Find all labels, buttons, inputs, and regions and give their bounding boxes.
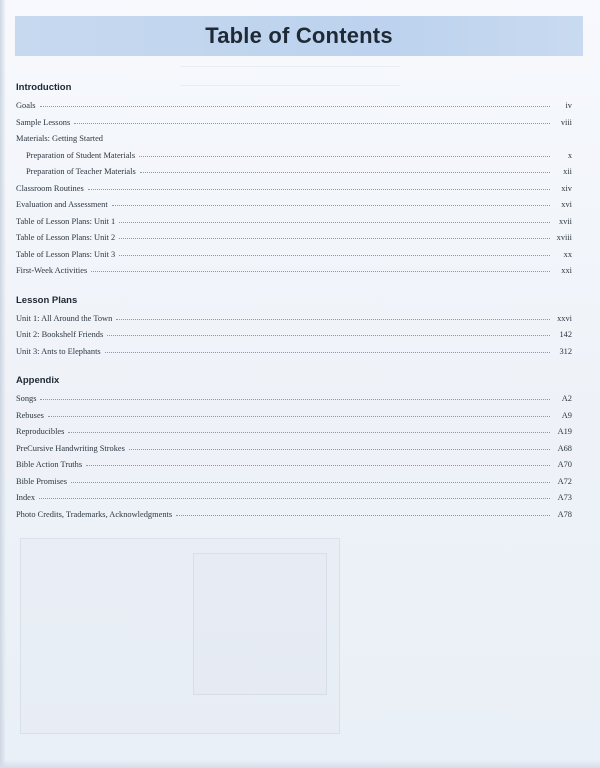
toc-section-appendix — [16, 373, 572, 523]
dot-leader — [140, 172, 550, 173]
toc-entry-page: iv — [565, 101, 572, 110]
dot-leader — [176, 515, 550, 516]
toc-entry-label: PreCursive Handwriting Strokes — [16, 443, 125, 453]
toc-entry-page: xiv — [561, 183, 572, 193]
toc-entry[interactable] — [16, 457, 572, 474]
dot-leader — [68, 432, 550, 433]
toc-entry[interactable] — [16, 197, 572, 214]
toc-entry-label: First-Week Activities — [16, 266, 88, 275]
toc-content — [16, 80, 572, 536]
section-heading: Appendix — [16, 375, 60, 386]
toc-entry-page: viii — [560, 117, 572, 127]
toc-entry-page: xvii — [558, 216, 572, 226]
dot-leader — [91, 271, 550, 272]
toc-entry-page: 312 — [559, 346, 572, 356]
toc-entry-label: Unit 1: All Around the Town — [16, 313, 113, 323]
toc-entry-label: Materials: Getting Started — [16, 134, 103, 143]
dot-leader — [71, 482, 550, 483]
toc-entry[interactable] — [16, 311, 572, 328]
toc-entry-page: xvi — [561, 200, 572, 209]
toc-entry[interactable] — [16, 181, 572, 198]
toc-entry-label: Photo Credits, Trademarks, Acknowledgments — [16, 509, 173, 519]
section-heading: Lesson Plans — [16, 294, 78, 306]
dot-leader — [40, 106, 550, 107]
dot-leader — [112, 205, 550, 206]
toc-entry[interactable] — [16, 441, 572, 458]
toc-entry-page: A2 — [561, 394, 572, 403]
toc-entry-page: A72 — [557, 476, 572, 486]
toc-entry-page: A78 — [557, 509, 572, 519]
toc-entry-label: Sample Lessons — [16, 117, 71, 127]
bleed-through-panel — [20, 538, 340, 734]
toc-entry-label: Reproducibles — [16, 427, 65, 436]
toc-entry-page: xii — [563, 167, 572, 176]
toc-entry-page: A73 — [557, 493, 572, 502]
toc-entry[interactable] — [16, 424, 572, 441]
dot-leader — [40, 399, 550, 400]
toc-entry-page: xx — [563, 249, 572, 259]
toc-entry-page: xviii — [556, 233, 572, 242]
toc-entry-page: A19 — [557, 427, 572, 436]
dot-leader — [39, 498, 550, 499]
toc-entry[interactable] — [16, 344, 572, 361]
toc-entry-label: Classroom Routines — [16, 183, 84, 193]
toc-entry-label: Songs — [16, 394, 37, 403]
dot-leader — [139, 156, 550, 157]
dot-leader — [105, 352, 550, 353]
toc-entry-label: Bible Promises — [16, 476, 67, 486]
toc-entry[interactable] — [16, 214, 572, 231]
toc-entry-page: xxi — [561, 266, 572, 275]
page-edge-shadow — [0, 0, 6, 768]
toc-entry[interactable] — [16, 408, 572, 425]
bleed-through-box — [193, 553, 327, 695]
toc-section-lesson-plans — [16, 293, 572, 361]
toc-entry[interactable] — [16, 247, 572, 264]
toc-entry[interactable] — [16, 507, 572, 524]
dot-leader — [119, 222, 550, 223]
toc-entry-label: Goals — [16, 101, 36, 110]
toc-entry-page: x — [567, 150, 572, 160]
toc-entry[interactable] — [16, 474, 572, 491]
toc-entry[interactable] — [16, 391, 572, 408]
toc-entry-label: Index — [16, 493, 36, 502]
toc-entry-page: A70 — [557, 460, 572, 469]
toc-entry-page: 142 — [559, 330, 572, 339]
toc-entry-label: Unit 2: Bookshelf Friends — [16, 330, 104, 339]
dot-leader — [107, 335, 550, 336]
dot-leader — [119, 238, 550, 239]
toc-entry-label: Preparation of Student Materials — [26, 150, 136, 160]
toc-entry[interactable] — [16, 98, 572, 115]
toc-entry[interactable] — [16, 263, 572, 280]
dot-leader — [119, 255, 550, 256]
toc-entry-label: Table of Lesson Plans: Unit 2 — [16, 233, 116, 242]
toc-section-introduction — [16, 80, 572, 280]
toc-entry[interactable] — [16, 115, 572, 132]
toc-entry-label: Bible Action Truths — [16, 460, 83, 469]
toc-entry-label: Evaluation and Assessment — [16, 200, 108, 209]
dot-leader — [48, 416, 550, 417]
toc-entry[interactable] — [16, 490, 572, 507]
toc-entry[interactable] — [16, 230, 572, 247]
dot-leader — [74, 123, 550, 124]
section-heading: Introduction — [16, 82, 72, 93]
toc-entry[interactable] — [16, 327, 572, 344]
dot-leader — [116, 319, 550, 320]
toc-entry-label: Rebuses — [16, 410, 44, 420]
toc-entry-page: A68 — [557, 443, 572, 453]
dot-leader — [88, 189, 550, 190]
dot-leader — [129, 449, 550, 450]
toc-entry-label: Table of Lesson Plans: Unit 1 — [16, 216, 116, 226]
dot-leader — [86, 465, 550, 466]
toc-entry-label: Preparation of Teacher Materials — [26, 167, 136, 176]
page-bottom-shadow — [0, 760, 600, 768]
toc-entry-group — [16, 131, 572, 148]
page-title: Table of Contents — [205, 23, 393, 48]
toc-entry-page: xxvi — [557, 313, 572, 323]
toc-subentry[interactable] — [16, 148, 572, 165]
toc-entry-label: Unit 3: Ants to Elephants — [16, 346, 101, 356]
toc-entry-label: Table of Lesson Plans: Unit 3 — [16, 249, 116, 259]
title-banner — [15, 16, 583, 56]
toc-subentry[interactable] — [16, 164, 572, 181]
toc-entry-page: A9 — [561, 410, 572, 420]
